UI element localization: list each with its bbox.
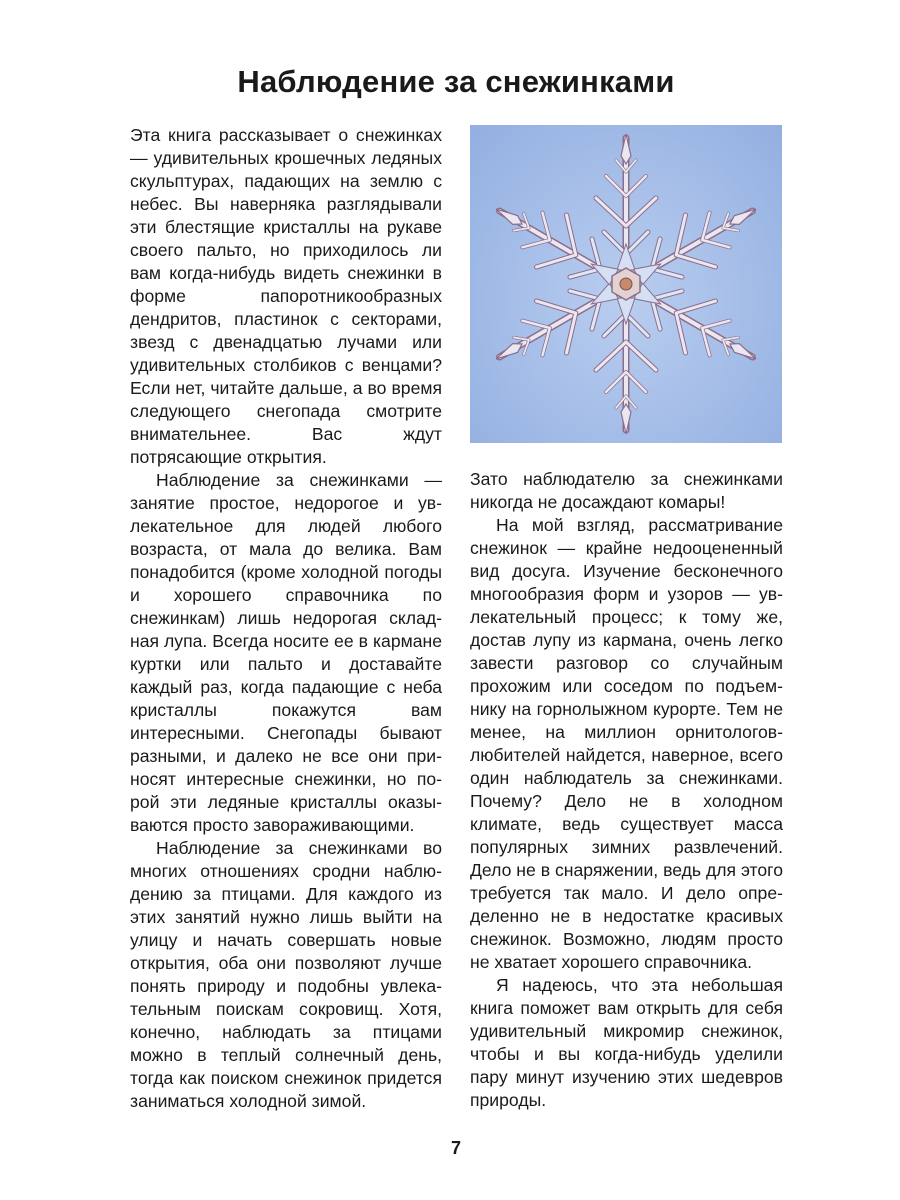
paragraph: Наблюдение за снежинками во многих отношениях сродни наблюдению за птицами. Для каждого из этих занятий нужно лишь выйти на улицу и начать совершать новые открытия, оба они позволяют лучше понять природу и подобны увлекательным поискам сокровищ. Хотя, конечно, наблюдать за птицами можно в теплый солнечный день, тогда как поиском снежинок придется заниматься холодной зимой. xyxy=(130,838,442,1111)
paragraph: Эта книга рассказывает о снежинках — удивительных крошечных ледяных скульптурах, падающих на землю с небес. Вы наверняка разглядывали эти блестящие кристаллы на рукаве своего пальто, но приходилось ли вам когда-нибудь видеть снежинки в форме папоротникообразных дендритов, пластинок с секторами, звезд с двенадцатью лучами или удивительных столбиков с венцами? Если нет, читайте дальше, а во время следующего снегопада смотрите внимательнее. Вас ждут потрясающие открытия. xyxy=(130,125,442,467)
snowflake-photo xyxy=(470,125,782,443)
left-text-column xyxy=(130,124,442,1113)
snowflake-image xyxy=(470,125,782,443)
paragraph: Зато наблюдателю за снежинками никогда не досаждают комары! xyxy=(470,469,783,512)
page-number: 7 xyxy=(450,1138,461,1158)
right-text-column xyxy=(470,468,783,1112)
paragraph: На мой взгляд, рассматривание снежинок — крайне недооцененный вид досуга. Изучение бесконечного многообразия форм и узоров — увлекательный процесс; к тому же, достав лупу из кармана, очень легко завести разговор со случайным прохожим или соседом по подъемнику на горнолыжном курорте. Тем не менее, на миллион орнитологов-любителей найдется, наверное, всего один наблюдатель за снежинками. Почему? Дело не в холодном климате, ведь существует масса популярных зимних развлечений. Дело не в снаряжении, ведь для этого требуется так мало. И дело определенно не в недостатке красивых снежинок. Возможно, людям просто не хватает хорошего справочника. xyxy=(470,515,783,972)
paragraph: Я надеюсь, что эта небольшая книга поможет вам открыть для себя удивительный микромир снежинок, чтобы и вы когда-нибудь уделили пару минут изучению этих шедевров природы. xyxy=(470,975,783,1110)
page-title: Наблюдение за снежинками xyxy=(237,64,675,99)
paragraph: Наблюдение за снежинками — занятие простое, недорогое и увлекательное для людей любого возраста, от мала до велика. Вам понадобится (кроме холодной погоды и хорошего справочника по снежинкам) лишь недорогая складная лупа. Всегда носите ее в кармане куртки или пальто и доставайте каждый раз, когда падающие с неба кристаллы покажутся вам интересными. Снегопады бывают разными, и далеко не все они приносят интересные снежинки, но порой эти ледяные кристаллы оказываются просто завораживающими. xyxy=(130,470,442,835)
